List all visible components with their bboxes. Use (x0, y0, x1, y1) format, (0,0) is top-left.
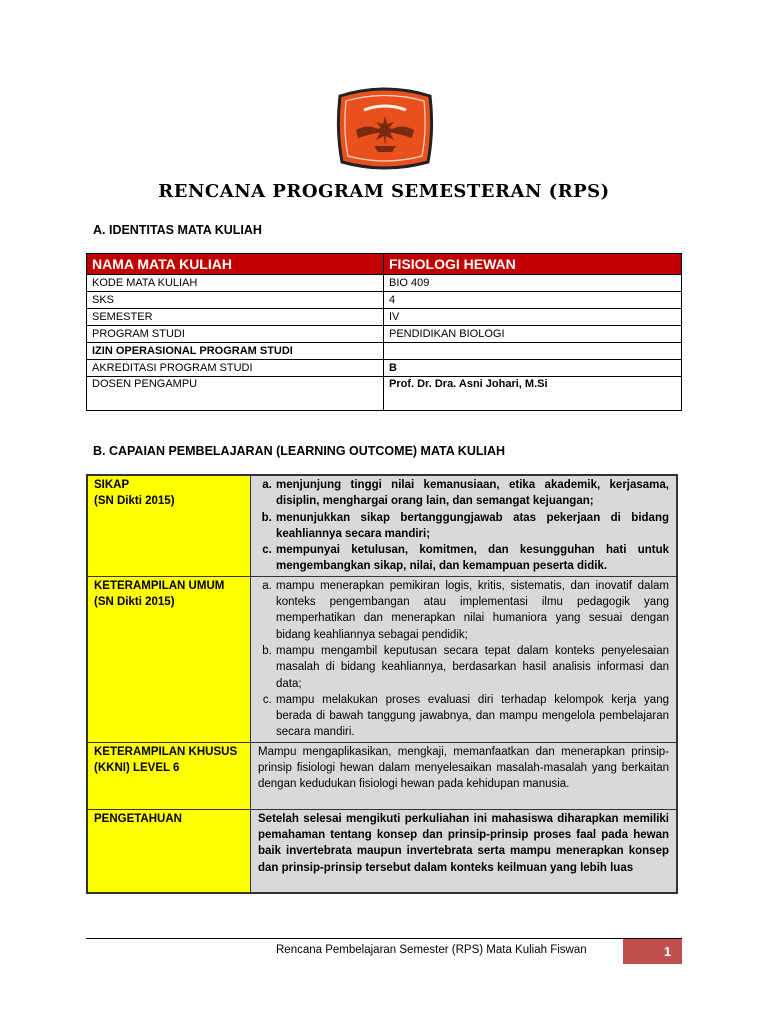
list-item: c. mempunyai ketulusan, komitmen, dan kesungguhan hati untuk mengembangkan sikap, nilai, dan kemampuan peserta didik. (275, 542, 669, 575)
row-label: PROGRAM STUDI (87, 326, 384, 343)
section-a-heading: A. IDENTITAS MATA KULIAH (93, 223, 262, 237)
table-row (87, 343, 682, 360)
row-value: B (384, 360, 682, 377)
row-label: SEMESTER (87, 309, 384, 326)
keterampilan-khusus-label: KETERAMPILAN KHUSUS (KKNI) LEVEL 6 (87, 742, 251, 809)
section-b-heading: B. CAPAIAN PEMBELAJARAN (LEARNING OUTCOME) MATA KULIAH (93, 444, 506, 458)
row-value: IV (384, 309, 682, 326)
learning-outcome-table (86, 474, 678, 894)
list-item: b. mampu mengambil keputusan secara tepat dalam konteks penyelesaian masalah di bidang keahliannya, berdasarkan hasil analisis informasi dan data; (275, 643, 669, 692)
row-label: IZIN OPERASIONAL PROGRAM STUDI (87, 343, 384, 360)
pengetahuan-label: PENGETAHUAN (87, 809, 251, 893)
course-name-label: NAMA MATA KULIAH (87, 254, 384, 275)
page-number: 1 (623, 939, 682, 964)
table-row (87, 360, 682, 377)
row-value: PENDIDIKAN BIOLOGI (384, 326, 682, 343)
row-label: AKREDITASI PROGRAM STUDI (87, 360, 384, 377)
row-value (384, 343, 682, 360)
footer-text: Rencana Pembelajaran Semester (RPS) Mata Kuliah Fiswan (276, 944, 587, 956)
course-name-value: FISIOLOGI HEWAN (384, 254, 682, 275)
table-row (87, 576, 677, 742)
row-value: BIO 409 (384, 275, 682, 292)
list-item: a. menjunjung tinggi nilai kemanusiaan, etika akademik, kerjasama, disiplin, menghargai orang lain, dan semangat kejuangan; (275, 477, 669, 510)
university-shield-icon (334, 86, 436, 170)
row-label: KODE MATA KULIAH (87, 275, 384, 292)
keterampilan-umum-content (251, 576, 678, 742)
table-row (87, 377, 682, 411)
table-row (87, 275, 682, 292)
row-label: DOSEN PENGAMPU (87, 377, 384, 411)
list-item: b. menunjukkan sikap bertanggungjawab atas pekerjaan di bidang keahliannya secara mandiri; (275, 510, 669, 543)
footer-divider (86, 938, 682, 939)
table-row (87, 326, 682, 343)
keterampilan-khusus-content: Mampu mengaplikasikan, mengkaji, memanfaatkan dan menerapkan prinsip-prinsip fisiologi hewan dalam menyelesaikan masalah-masalah yang berkaitan dengan kedudukan fisiologi hewan pada kehidupan manusia. (251, 742, 678, 809)
table-row (87, 809, 677, 893)
document-title: RENCANA PROGRAM SEMESTERAN (RPS) (158, 181, 610, 202)
identity-table (86, 253, 682, 411)
table-row (87, 309, 682, 326)
list-item: c. mampu melakukan proses evaluasi diri terhadap kelompok kerja yang berada di bawah tanggung jawabnya, dan mampu mengelola pembelajaran secara mandiri. (275, 692, 669, 741)
table-row (87, 742, 677, 809)
pengetahuan-content: Setelah selesai mengikuti perkuliahan ini mahasiswa diharapkan memiliki pemahaman tentang konsep dan prinsip-prinsip proses faal pada hewan baik invertebrata maupun invertebrata serta mampu menerapkan konsep dan prinsip-prinsip tersebut dalam konteks keilmuan yang lebih luas (251, 809, 678, 893)
keterampilan-umum-label: KETERAMPILAN UMUM (SN Dikti 2015) (87, 576, 251, 742)
sikap-label: SIKAP (SN Dikti 2015) (87, 475, 251, 576)
row-value: Prof. Dr. Dra. Asni Johari, M.Si (384, 377, 682, 411)
table-row (87, 254, 682, 275)
row-value: 4 (384, 292, 682, 309)
list-item: a. mampu menerapkan pemikiran logis, kritis, sistematis, dan inovatif dalam konteks pengembangan atau implementasi ilmu pedagogik yang memperhatikan dan menerapkan nilai humaniora yang sesuai dengan bidang keahliannya sebagai pendidik; (275, 578, 669, 643)
sikap-content (251, 475, 678, 576)
table-row (87, 475, 677, 576)
row-label: SKS (87, 292, 384, 309)
table-row (87, 292, 682, 309)
